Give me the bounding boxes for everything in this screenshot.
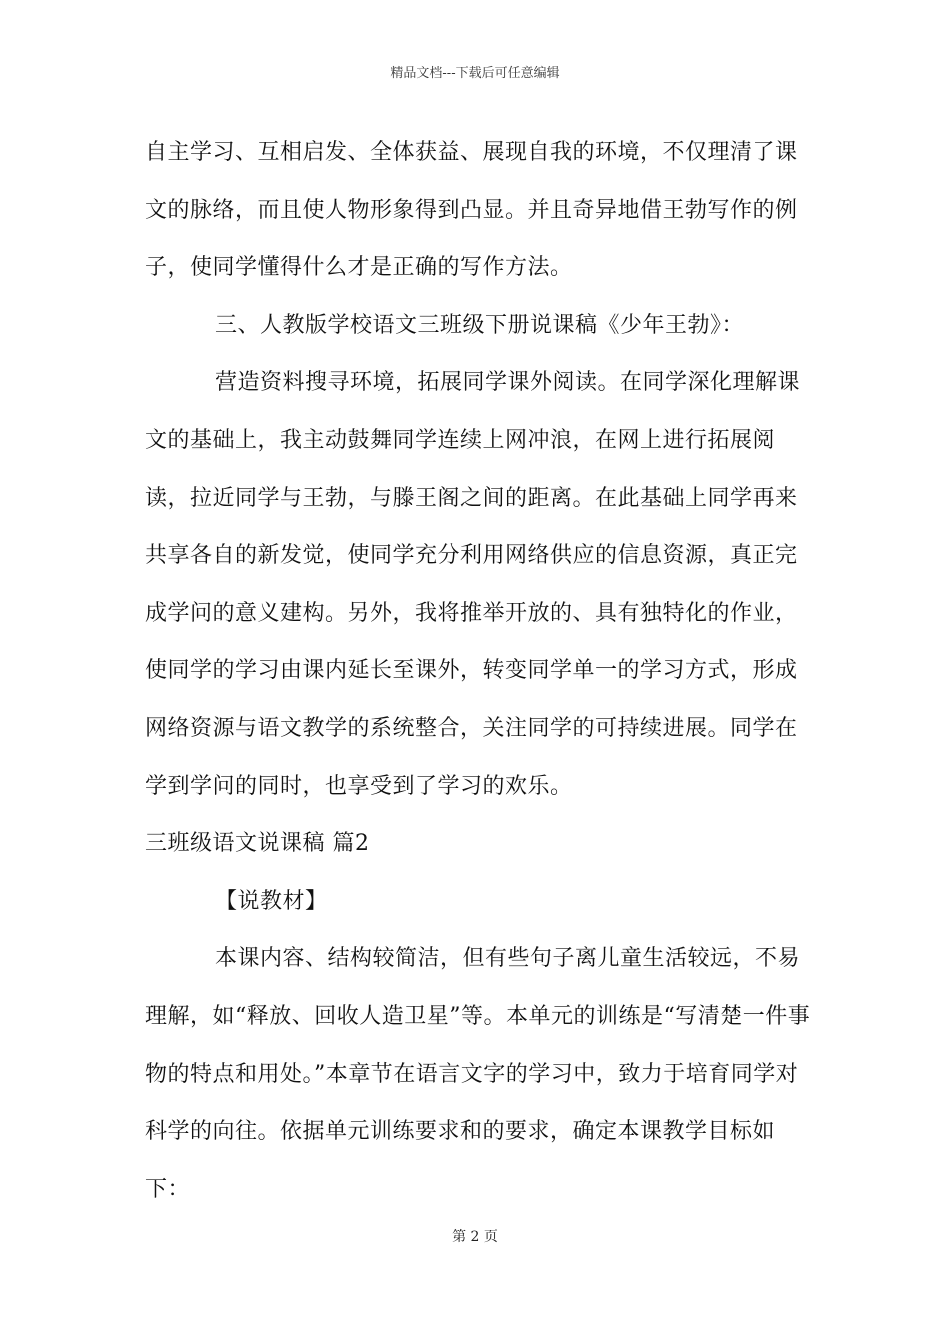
subsection-heading: 【说教材】 xyxy=(215,888,328,914)
paragraph-resource-search: 营造资料搜寻环境，拓展同学课外阅读。在同学深化理解课文的基础上，我主动鼓舞同学连续上网冲浪，在网上进行拓展阅读，拉近同学与王勃，与滕王阁之间的距离。在此基础上同学再来共享各自的新发觉，使同学充分利用网络供应的信息资源，真正完成学问的意义建构。另外，我将推举开放的、具有独特化的作业，使同学的学习由课内延长至课外，转变同学单一的学习方式，形成网络资源与语文教学的系统整合，关注同学的可持续进展。同学在学到学问的同时，也享受到了学习的欢乐。 xyxy=(145,370,801,799)
paragraph-textbook: 本课内容、结构较简洁，但有些句子离儿童生活较远，不易理解，如“释放、回收人造卫星”等。本单元的训练是“写清楚一件事物的特点和用处。”本章节在语言文字的学习中，致力于培育同学对科学的向往。依据单元训练要求和的要求，确定本课教学目标如下： xyxy=(145,946,811,1202)
page-header: 精品文档---下载后可任意编辑 xyxy=(390,66,560,81)
page-number: 第 2 页 xyxy=(452,1229,498,1245)
section-heading: 三、人教版学校语文三班级下册说课稿《少年王勃》： xyxy=(215,312,745,338)
article-title: 三班级语文说课稿 篇2 xyxy=(145,831,370,857)
paragraph-continuation: 自主学习、互相启发、全体获益、展现自我的环境，不仅理清了课文的脉络，而且使人物形象得到凸显。并且奇异地借王勃写作的例子，使同学懂得什么才是正确的写作方法。 xyxy=(145,140,798,281)
document-body xyxy=(145,124,815,1218)
